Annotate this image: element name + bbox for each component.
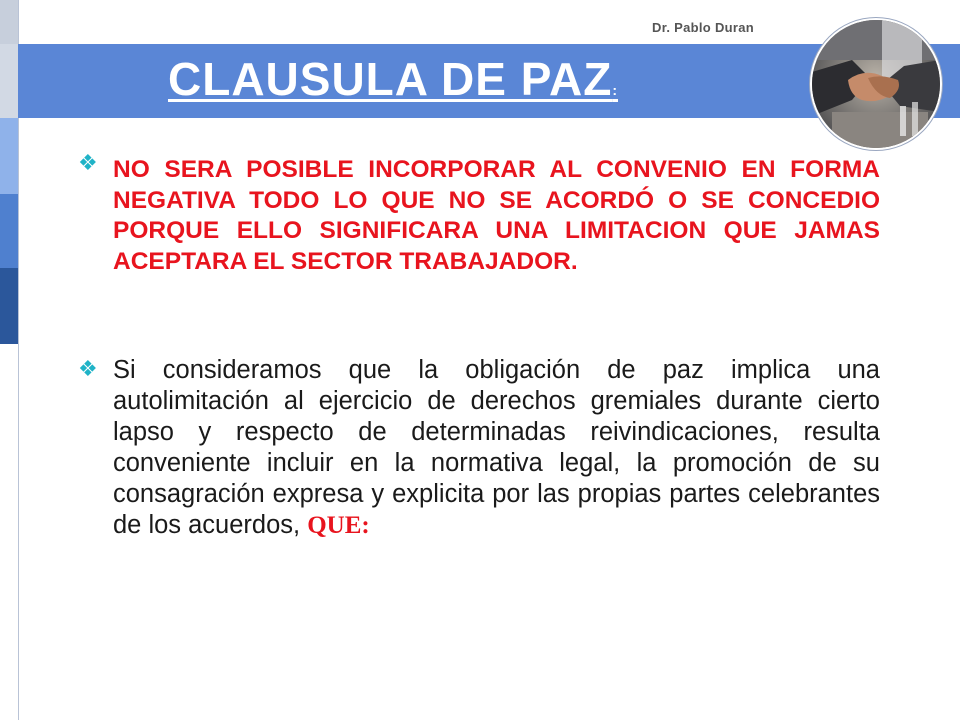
handshake-icon bbox=[812, 20, 940, 148]
author-name: Dr. Pablo Duran bbox=[652, 20, 755, 35]
bullet-paragraph-2 bbox=[113, 355, 880, 541]
strip-segment bbox=[0, 44, 18, 118]
strip-segment bbox=[0, 194, 18, 268]
diamond-bullet-icon: ❖ bbox=[78, 150, 98, 175]
diamond-bullet-icon: ❖ bbox=[78, 356, 98, 381]
left-decorative-strip bbox=[0, 0, 19, 720]
slide-title-text: CLAUSULA DE PAZ bbox=[168, 53, 613, 105]
slide-title-colon: : bbox=[612, 82, 618, 98]
strip-segment bbox=[0, 268, 18, 344]
strip-segment bbox=[0, 0, 18, 44]
bullet-paragraph-2-text: Si consideramos que la obligación de paz implica una autolimitación al ejercicio de derechos gremiales durante cierto lapso y respecto de determinadas reivindicaciones, resulta conveniente incluir en la normativa legal, la promoción de su consagración expresa y explicita por las propias partes celebrantes de los acuerdos, bbox=[113, 356, 880, 539]
slide-title bbox=[168, 52, 618, 106]
strip-segment bbox=[0, 118, 18, 194]
bullet-paragraph-1: NO SERA POSIBLE INCORPORAR AL CONVENIO EN FORMA NEGATIVA TODO LO QUE NO SE ACORDÓ O SE CONCEDIO PORQUE ELLO SIGNIFICARA UNA LIMITACION QUE JAMAS ACEPTARA EL SECTOR TRABAJADOR. bbox=[113, 156, 880, 275]
handshake-photo bbox=[812, 20, 940, 148]
bullet-paragraph-2-emphasis: QUE: bbox=[307, 512, 370, 539]
